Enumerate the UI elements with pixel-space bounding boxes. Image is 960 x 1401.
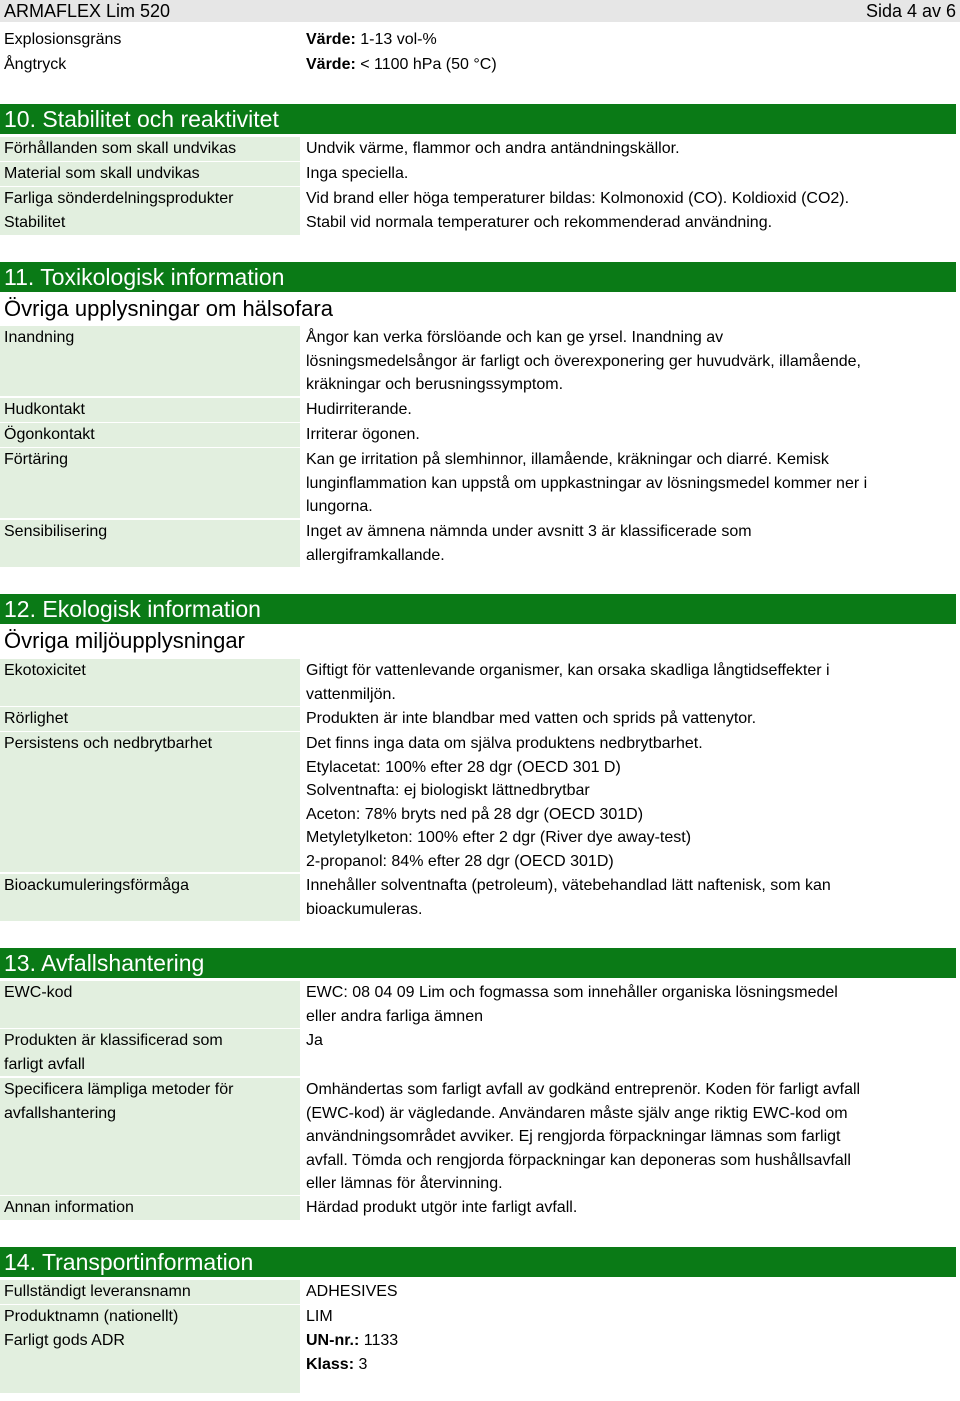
row-value [306, 53, 956, 77]
row-label: Explosionsgräns [4, 31, 122, 48]
row-value: Stabil vid normala temperaturer och rekommenderad användning. [306, 214, 773, 231]
value-line: vattenmiljön. [306, 685, 396, 703]
row-value [306, 1078, 956, 1196]
page-header [0, 0, 960, 22]
value-line: Inget av ämnena nämnda under avsnitt 3 är klassificerade som [306, 523, 752, 540]
value-line: Ångor kan verka förslöande och kan ge yrsel. Inandning av [306, 329, 724, 346]
value-line: EWC: 08 04 09 Lim och fogmassa som innehåller organiska lösningsmedel [306, 984, 838, 1001]
label-line: Produkten är klassificerad som [4, 1032, 223, 1049]
row-label: Ångtryck [4, 56, 67, 73]
row-label: Förhållanden som skall undvikas [0, 137, 300, 161]
value-line: Irriterar ögonen. [306, 426, 420, 443]
section-12-heading: 12. Ekologisk information [0, 594, 956, 624]
value-line: lösningsmedelsångor är farligt och överexponering ger huvudvärk, illamående, [306, 352, 861, 370]
value-line: Härdad produkt utgör inte farligt avfall. [306, 1199, 578, 1216]
value-line: Giftigt för vattenlevande organismer, kan orsaka skadliga långtidseffekter i [306, 662, 830, 679]
value-key: Klass: [306, 1355, 355, 1373]
value-text: 1-13 vol-% [355, 31, 437, 48]
row-label: Farligt gods ADR [0, 1329, 300, 1393]
label-line: avfallshantering [4, 1104, 117, 1122]
value-line: Aceton: 78% bryts ned på 28 dgr (OECD 301D) [306, 805, 644, 823]
label-line: Specificera lämpliga metoder för [4, 1081, 234, 1098]
label-line: Annan information [4, 1199, 134, 1216]
value-line: bioackumuleras. [306, 900, 423, 918]
value-line: 2-propanol: 84% efter 28 dgr (OECD 301D) [306, 852, 614, 870]
label-line: farligt avfall [4, 1055, 85, 1073]
row-value [306, 398, 956, 422]
section-12-subheading: Övriga miljöupplysningar [4, 628, 245, 653]
row-value [306, 1329, 956, 1376]
row-label [0, 981, 300, 1028]
section-13-heading: 13. Avfallshantering [0, 948, 956, 978]
row-value [306, 874, 956, 921]
row-label: Persistens och nedbrytbarhet [0, 732, 300, 872]
row-value: Inga speciella. [306, 165, 409, 182]
value-line: (EWC-kod) är vägledande. Användaren måste själv ange riktig EWC-kod om [306, 1104, 848, 1122]
value-line: Det finns inga data om själva produktens nedbrytbarhet. [306, 735, 703, 752]
row-label: Förtäring [0, 448, 300, 518]
row-label [0, 1078, 300, 1195]
row-label: Material som skall undvikas [0, 162, 300, 186]
row-value [306, 1196, 956, 1220]
value-line: lungorna. [306, 498, 373, 515]
row-value: LIM [306, 1308, 333, 1325]
row-value [306, 448, 956, 519]
row-label: Hudkontakt [0, 398, 300, 422]
value-key: Värde: [306, 56, 356, 73]
row-label: Produktnamn (nationellt) [0, 1305, 300, 1329]
row-value [306, 981, 956, 1028]
value-line: allergiframkallande. [306, 546, 445, 564]
value-text: 3 [354, 1355, 368, 1373]
row-value [306, 659, 956, 706]
row-value [306, 520, 956, 567]
value-line: avfall. Tömda och rengjorda förpackningar kan deponeras som hushållsavfall [306, 1151, 851, 1169]
value-line: lunginflammation kan uppstå om uppkastningar av lösningsmedel kommer ner i [306, 474, 868, 492]
value-line: Innehåller solventnafta (petroleum), vätebehandlad lätt naftenisk, som kan [306, 877, 831, 894]
value-key: Värde: [306, 31, 356, 48]
row-label: Inandning [0, 326, 300, 396]
page-number: Sida 4 av 6 [865, 1, 956, 21]
row-label: Sensibilisering [0, 520, 300, 567]
row-value [306, 423, 956, 447]
value-line: Ja [306, 1032, 323, 1049]
value-text: 1133 [359, 1332, 399, 1349]
row-value [306, 707, 956, 731]
row-label: Rörlighet [0, 707, 300, 731]
row-label: Fullständigt leveransnamn [0, 1280, 300, 1304]
value-text: < 1100 hPa (50 °C) [355, 56, 497, 73]
row-label: Ögonkontakt [0, 423, 300, 447]
value-key: UN-nr.: [306, 1332, 360, 1349]
row-value [306, 326, 956, 397]
value-line: kräkningar och berusningssymptom. [306, 376, 564, 393]
value-line: Kan ge irritation på slemhinnor, illamående, kräkningar och diarré. Kemisk [306, 451, 829, 468]
section-11-subheading: Övriga upplysningar om hälsofara [4, 296, 333, 321]
document-title: ARMAFLEX Lim 520 [4, 1, 171, 21]
section-11-heading: 11. Toxikologisk information [0, 262, 956, 292]
row-value: Vid brand eller höga temperaturer bildas: Kolmonoxid (CO). Koldioxid (CO2). [306, 190, 850, 207]
row-value [306, 1029, 956, 1053]
value-line: Metyletylketon: 100% efter 2 dgr (River dye away-test) [306, 829, 692, 846]
value-line: eller andra farliga ämnen [306, 1007, 483, 1025]
row-value: Undvik värme, flammor och andra antändningskällor. [306, 140, 680, 157]
value-line: Etylacetat: 100% efter 28 dgr (OECD 301 D) [306, 758, 621, 776]
section-10-heading: 10. Stabilitet och reaktivitet [0, 104, 956, 134]
row-value [306, 28, 956, 52]
section-14-heading: 14. Transportinformation [0, 1247, 956, 1277]
value-line: användningsområdet avviker. Ej rengjorda förpackningar lämnas som farligt [306, 1128, 841, 1145]
row-label [0, 1029, 300, 1076]
label-line: EWC-kod [4, 984, 73, 1001]
value-line: Hudirriterande. [306, 401, 412, 418]
row-value: ADHESIVES [306, 1283, 398, 1300]
row-label: Farliga sönderdelningsprodukter [0, 187, 300, 211]
value-line: Solventnafta: ej biologiskt lättnedbrytbar [306, 782, 590, 799]
class-line [306, 1353, 956, 1377]
row-label: Bioackumuleringsförmåga [0, 874, 300, 921]
value-line: Omhändertas som farligt avfall av godkänd entreprenör. Koden för farligt avfall [306, 1081, 861, 1098]
row-label [0, 1196, 300, 1220]
row-label: Stabilitet [0, 211, 300, 235]
un-number-line [306, 1329, 956, 1353]
row-label: Ekotoxicitet [0, 659, 300, 706]
row-value [306, 732, 956, 873]
value-line: eller lämnas för återvinning. [306, 1175, 503, 1192]
value-line: Produkten är inte blandbar med vatten och sprids på vattenytor. [306, 710, 757, 727]
